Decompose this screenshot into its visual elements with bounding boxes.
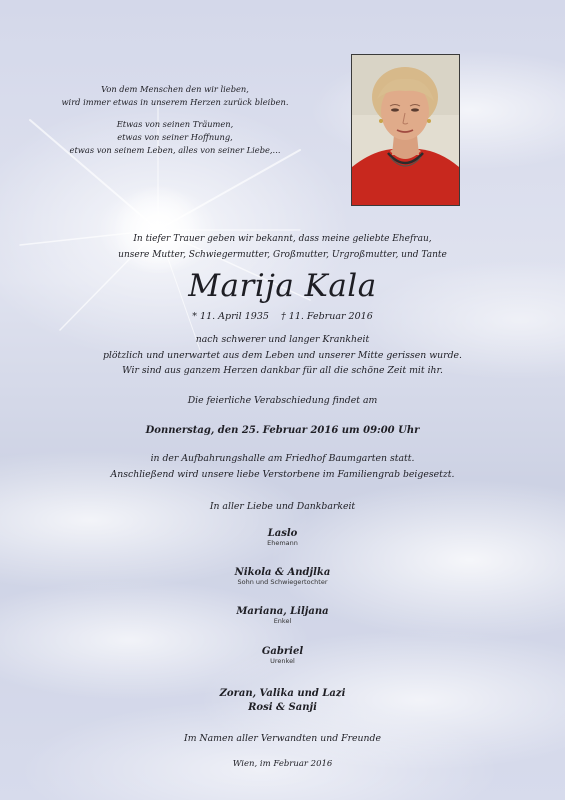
mourner-entry bbox=[0, 567, 565, 586]
ceremony-burial: Anschließend wird unsere liebe Verstorbene im Familiengrab beigesetzt. bbox=[110, 468, 455, 480]
place-date: Wien, im Februar 2016 bbox=[232, 759, 333, 769]
message-line: plötzlich und unerwartet aus dem Leben und unserer Mitte gerissen wurde. bbox=[102, 349, 463, 361]
deceased-name: Marija Kala bbox=[188, 268, 377, 304]
poem-block bbox=[60, 83, 290, 157]
message-block bbox=[0, 332, 565, 379]
life-dates: * 11. April 1935 † 11. Februar 2016 bbox=[192, 311, 373, 322]
mourner-name: Rosi & Sanji bbox=[248, 702, 317, 713]
mourner-name: Nikola & Andjlka bbox=[234, 567, 331, 578]
closing-line: In aller Liebe und Dankbarkeit bbox=[209, 501, 356, 512]
extra-mourners bbox=[0, 687, 565, 715]
mourner-name: Mariana, Liljana bbox=[236, 606, 329, 617]
poem-line: Etwas von seinen Träumen, bbox=[116, 119, 234, 129]
ceremony-place: in der Aufbahrungshalle am Friedhof Baumgarten statt. bbox=[150, 453, 415, 464]
ceremony-announcement: Die feierliche Verabschiedung findet am bbox=[187, 395, 378, 406]
portrait-photo bbox=[351, 54, 460, 206]
intro-block bbox=[0, 232, 565, 263]
mourner-role: Sohn und Schwiegertochter bbox=[237, 578, 328, 586]
message-line: nach schwerer und langer Krankheit bbox=[195, 334, 370, 345]
mourner-role: Urenkel bbox=[270, 657, 295, 665]
ceremony-datetime: Donnerstag, den 25. Februar 2016 um 09:00 Uhr bbox=[145, 425, 420, 436]
poem-line: etwas von seinem Leben, alles von seiner Liebe,... bbox=[69, 145, 281, 155]
mourner-entry bbox=[0, 646, 565, 665]
intro-line: unsere Mutter, Schwiegermutter, Großmutter, Urgroßmutter, und Tante bbox=[118, 249, 447, 260]
mourner-entry bbox=[0, 528, 565, 547]
poem-line: etwas von seiner Hoffnung, bbox=[117, 132, 233, 142]
mourner-name: Zoran, Valika und Lazi bbox=[219, 688, 346, 699]
mourner-role: Ehemann bbox=[267, 539, 298, 547]
mourner-entry bbox=[0, 606, 565, 625]
ceremony-details bbox=[0, 451, 565, 482]
mourner-role: Enkel bbox=[273, 617, 292, 625]
poem-line: Von dem Menschen den wir lieben, bbox=[101, 84, 249, 94]
intro-line: In tiefer Trauer geben wir bekannt, dass meine geliebte Ehefrau, bbox=[133, 234, 432, 244]
message-line: Wir sind aus ganzem Herzen dankbar für all die schöne Zeit mit ihr. bbox=[122, 365, 443, 376]
family-note: Im Namen aller Verwandten und Freunde bbox=[184, 733, 381, 744]
mourner-name: Laslo bbox=[267, 528, 298, 539]
poem-line: wird immer etwas in unserem Herzen zurück bleiben. bbox=[61, 97, 289, 107]
mourner-name: Gabriel bbox=[261, 646, 304, 657]
